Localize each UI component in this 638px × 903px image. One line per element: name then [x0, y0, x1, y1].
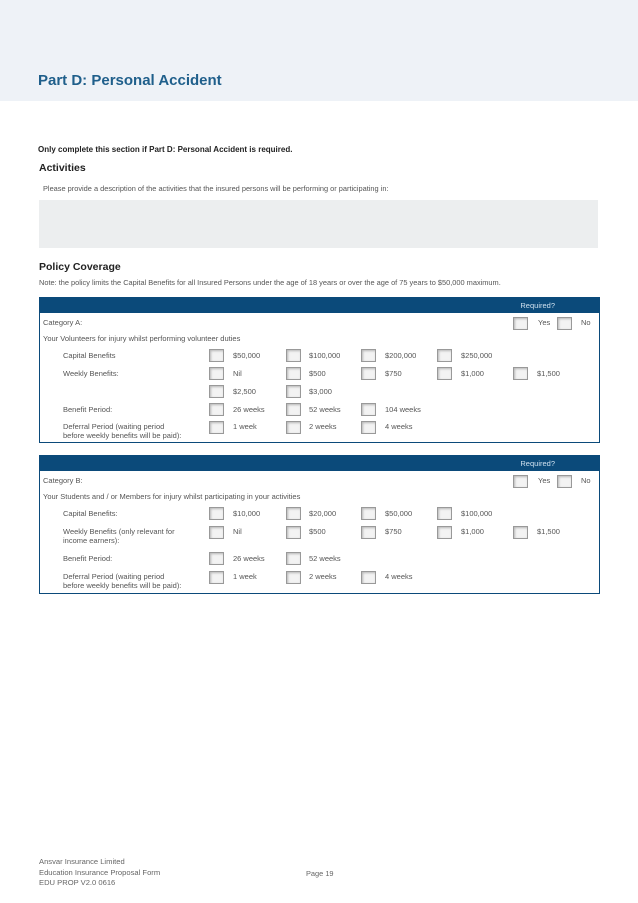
weekly-benefits-label-cont: income earners):	[63, 536, 120, 545]
period-checkbox[interactable]	[286, 403, 301, 416]
weekly-checkbox[interactable]	[437, 367, 452, 380]
weekly-option: Nil	[233, 369, 242, 378]
weekly-checkbox[interactable]	[286, 385, 301, 398]
no-label: No	[581, 318, 591, 327]
capital-option: $200,000	[385, 351, 417, 360]
weekly-checkbox[interactable]	[513, 526, 528, 539]
deferral-period-label: Deferral Period (waiting period	[63, 422, 165, 431]
period-checkbox[interactable]	[286, 552, 301, 565]
category-a-label: Category A:	[43, 318, 83, 327]
capital-checkbox[interactable]	[209, 507, 224, 520]
weekly-checkbox[interactable]	[361, 526, 376, 539]
capital-checkbox[interactable]	[209, 349, 224, 362]
category-a-description: Your Volunteers for injury whilst performing volunteer duties	[43, 334, 241, 343]
yes-label: Yes	[538, 476, 551, 485]
deferral-checkbox[interactable]	[209, 571, 224, 584]
weekly-option: $750	[385, 369, 402, 378]
deferral-option: 4 weeks	[385, 572, 413, 581]
deferral-checkbox[interactable]	[286, 571, 301, 584]
capital-checkbox[interactable]	[437, 507, 452, 520]
capital-benefits-label: Capital Benefits:	[63, 509, 118, 518]
capital-checkbox[interactable]	[361, 507, 376, 520]
benefit-period-label: Benefit Period:	[63, 554, 113, 563]
capital-option: $50,000	[385, 509, 413, 518]
weekly-option: $1,000	[461, 369, 484, 378]
period-checkbox[interactable]	[209, 552, 224, 565]
capital-option: $100,000	[309, 351, 341, 360]
deferral-checkbox[interactable]	[361, 421, 376, 434]
footer-form-name: Education Insurance Proposal Form	[39, 867, 161, 877]
deferral-option: 4 weeks	[385, 422, 413, 431]
weekly-checkbox[interactable]	[513, 367, 528, 380]
required-label: Required?	[520, 459, 555, 468]
category-b-yes-checkbox[interactable]	[513, 475, 528, 488]
capital-benefits-label: Capital Benefits	[63, 351, 116, 360]
deferral-period-label-cont: before weekly benefits will be paid):	[63, 581, 182, 590]
category-a-header	[40, 298, 599, 313]
weekly-option: $500	[309, 369, 326, 378]
footer-company: Ansvar Insurance Limited	[39, 857, 125, 866]
period-option: 52 weeks	[309, 554, 341, 563]
capital-option: $50,000	[233, 351, 261, 360]
deferral-option: 1 week	[233, 572, 257, 581]
weekly-checkbox[interactable]	[286, 526, 301, 539]
footer	[39, 857, 160, 889]
weekly-checkbox[interactable]	[286, 367, 301, 380]
intro-text: Only complete this section if Part D: Personal Accident is required.	[38, 145, 293, 154]
policy-heading: Policy Coverage	[39, 261, 121, 273]
weekly-option: $500	[309, 527, 326, 536]
weekly-option: $1,500	[537, 527, 560, 536]
capital-option: $250,000	[461, 351, 493, 360]
capital-option: $10,000	[233, 509, 261, 518]
weekly-checkbox[interactable]	[209, 526, 224, 539]
period-option: 26 weeks	[233, 554, 265, 563]
deferral-period-label: Deferral Period (waiting period	[63, 572, 165, 581]
period-option: 26 weeks	[233, 405, 265, 414]
category-a-yes-checkbox[interactable]	[513, 317, 528, 330]
capital-checkbox[interactable]	[361, 349, 376, 362]
capital-checkbox[interactable]	[437, 349, 452, 362]
deferral-option: 2 weeks	[309, 422, 337, 431]
weekly-benefits-label: Weekly Benefits:	[63, 369, 119, 378]
required-label: Required?	[520, 301, 555, 310]
benefit-period-label: Benefit Period:	[63, 405, 113, 414]
policy-note: Note: the policy limits the Capital Benefits for all Insured Persons under the age of 18 years or over the age of 75 years to $50,000 maximum.	[39, 278, 501, 287]
deferral-checkbox[interactable]	[209, 421, 224, 434]
weekly-checkbox[interactable]	[209, 385, 224, 398]
category-a-no-checkbox[interactable]	[557, 317, 572, 330]
period-checkbox[interactable]	[209, 403, 224, 416]
page-number: Page 19	[306, 869, 334, 878]
deferral-checkbox[interactable]	[361, 571, 376, 584]
category-b-header	[40, 456, 599, 471]
weekly-checkbox[interactable]	[361, 367, 376, 380]
capital-option: $100,000	[461, 509, 493, 518]
deferral-period-label-cont: before weekly benefits will be paid):	[63, 431, 182, 440]
weekly-option: $1,000	[461, 527, 484, 536]
category-b-label: Category B:	[43, 476, 83, 485]
deferral-option: 1 week	[233, 422, 257, 431]
activities-heading: Activities	[39, 162, 86, 174]
capital-option: $20,000	[309, 509, 337, 518]
weekly-checkbox[interactable]	[437, 526, 452, 539]
weekly-option: $1,500	[537, 369, 560, 378]
deferral-option: 2 weeks	[309, 572, 337, 581]
weekly-checkbox[interactable]	[209, 367, 224, 380]
page-title: Part D: Personal Accident	[38, 72, 222, 89]
period-option: 52 weeks	[309, 405, 341, 414]
yes-label: Yes	[538, 318, 551, 327]
weekly-benefits-label: Weekly Benefits (only relevant for	[63, 527, 175, 536]
activities-prompt: Please provide a description of the activities that the insured persons will be performing or participating in:	[43, 184, 389, 193]
capital-checkbox[interactable]	[286, 507, 301, 520]
activities-input[interactable]	[39, 200, 598, 248]
weekly-option: $750	[385, 527, 402, 536]
weekly-option: $2,500	[233, 387, 256, 396]
weekly-option: $3,000	[309, 387, 332, 396]
category-b-description: Your Students and / or Members for injury whilst participating in your activities	[43, 492, 301, 501]
category-b-no-checkbox[interactable]	[557, 475, 572, 488]
capital-checkbox[interactable]	[286, 349, 301, 362]
no-label: No	[581, 476, 591, 485]
period-checkbox[interactable]	[361, 403, 376, 416]
footer-form-code: EDU PROP V2.0 0616	[39, 878, 116, 887]
deferral-checkbox[interactable]	[286, 421, 301, 434]
weekly-option: Nil	[233, 527, 242, 536]
period-option: 104 weeks	[385, 405, 421, 414]
